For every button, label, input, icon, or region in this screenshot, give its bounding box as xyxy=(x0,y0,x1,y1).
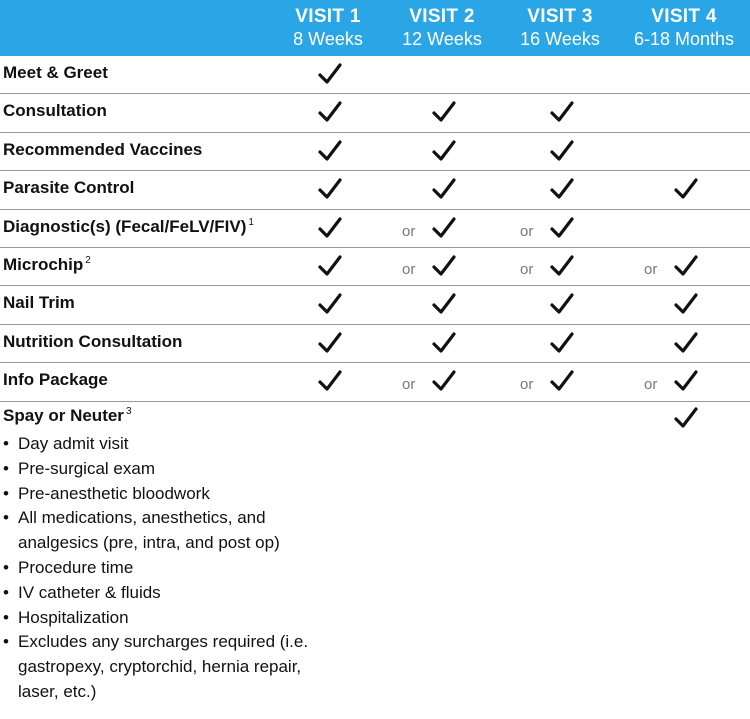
list-item: • Pre-surgical exam xyxy=(0,457,318,482)
visit-1-cell xyxy=(268,100,388,126)
list-item: • Day admit visit xyxy=(0,432,318,457)
visit-3-cell xyxy=(500,331,620,357)
visit-1-header xyxy=(268,6,388,50)
checkmark-icon xyxy=(318,100,342,124)
visit-1-title: VISIT 1 xyxy=(295,6,361,27)
visit-2-cell xyxy=(382,62,502,88)
row-label xyxy=(3,370,108,390)
or-label: or xyxy=(644,261,658,278)
row-label xyxy=(3,63,108,83)
visit-4-header xyxy=(624,6,744,50)
row-label-text: Parasite Control xyxy=(3,178,135,198)
row-label-text: Info Package xyxy=(3,370,108,390)
visit-2-cell xyxy=(382,254,502,280)
row-label-text: Recommended Vaccines xyxy=(3,139,203,159)
checkmark-icon xyxy=(432,139,456,163)
checkmark-icon xyxy=(318,331,342,355)
or-label: or xyxy=(402,222,416,240)
visit-3-cell xyxy=(500,139,620,165)
visit-4-cell xyxy=(624,254,744,280)
checkmark-icon xyxy=(550,139,574,163)
table-row xyxy=(0,94,750,132)
visit-1-subtitle: 8 Weeks xyxy=(293,29,363,49)
or-label: or xyxy=(402,376,416,394)
row-label xyxy=(3,217,254,237)
list-item: • Hospitalization xyxy=(0,606,318,631)
spay-neuter-label xyxy=(3,406,132,426)
checkmark-icon xyxy=(550,331,574,355)
visit-1-cell xyxy=(268,254,388,280)
row-label xyxy=(3,140,202,160)
visit-1-cell xyxy=(268,139,388,165)
visit-3-subtitle: 16 Weeks xyxy=(520,29,600,49)
checkmark-icon xyxy=(432,254,456,278)
checkmark-icon xyxy=(550,177,574,201)
row-label xyxy=(3,293,75,313)
visit-4-cell xyxy=(624,216,744,242)
spay-neuter-inclusions-list xyxy=(0,432,318,705)
visit-4-title: VISIT 4 xyxy=(651,6,717,27)
row-label-text: Nail Trim xyxy=(3,293,75,313)
checkmark-icon xyxy=(318,177,342,201)
checkmark-icon xyxy=(550,216,574,240)
checkmark-icon xyxy=(550,292,574,316)
table-row xyxy=(0,248,750,286)
or-label: or xyxy=(402,261,416,278)
checkmark-icon xyxy=(674,331,698,355)
visit-3-title: VISIT 3 xyxy=(527,6,593,27)
visit-4-cell xyxy=(624,369,744,395)
visit-4-subtitle: 6-18 Months xyxy=(633,29,735,49)
checkmark-icon xyxy=(318,292,342,316)
row-label-text: Consultation xyxy=(3,101,107,121)
checkmark-icon xyxy=(432,292,456,316)
visit-3-cell xyxy=(500,100,620,126)
checkmark-icon xyxy=(550,254,574,278)
table-row xyxy=(0,286,750,324)
row-label xyxy=(3,332,182,352)
table-row xyxy=(0,363,750,401)
row-label xyxy=(3,101,107,121)
row-label xyxy=(3,178,134,198)
checkmark-icon xyxy=(432,100,456,124)
visit-2-subtitle: 12 Weeks xyxy=(402,29,482,49)
table-header xyxy=(0,0,750,56)
list-item: • IV catheter & fluids xyxy=(0,581,318,606)
visit-1-cell xyxy=(268,331,388,357)
table-row xyxy=(0,171,750,209)
visit-2-cell xyxy=(382,100,502,126)
visit-2-cell xyxy=(382,139,502,165)
visit-3-cell xyxy=(500,216,620,242)
checkmark-icon xyxy=(550,369,574,393)
visit-2-title: VISIT 2 xyxy=(409,6,475,27)
visit-3-cell xyxy=(500,177,620,203)
visit-4-cell xyxy=(624,62,744,88)
visit-1-cell xyxy=(268,62,388,88)
checkmark-icon xyxy=(318,62,342,86)
row-label-text: Nutrition Consultation xyxy=(3,331,183,351)
table-row xyxy=(0,210,750,248)
visit-1-cell xyxy=(268,369,388,395)
visit-3-cell xyxy=(500,369,620,395)
row-label-text: Diagnostic(s) (Fecal/FeLV/FIV) xyxy=(3,216,247,236)
checkmark-icon xyxy=(550,100,574,124)
or-label: or xyxy=(520,376,534,394)
row-label xyxy=(3,255,91,275)
visit-4-cell xyxy=(624,292,744,318)
visit-2-header xyxy=(382,6,502,50)
or-label: or xyxy=(520,222,534,240)
visit-4-cell xyxy=(624,177,744,203)
checkmark-icon xyxy=(432,331,456,355)
checkmark-icon xyxy=(318,254,342,278)
visit-1-cell xyxy=(268,216,388,242)
visit-2-cell xyxy=(382,177,502,203)
checkmark-icon xyxy=(432,177,456,201)
table-row xyxy=(0,325,750,363)
visit-4-cell xyxy=(624,331,744,357)
visit-3-cell xyxy=(500,254,620,280)
table-row xyxy=(0,133,750,171)
visit-4-cell xyxy=(624,139,744,165)
table-row xyxy=(0,56,750,94)
visit-1-cell xyxy=(268,177,388,203)
checkmark-icon xyxy=(432,369,456,393)
list-item: • Excludes any surcharges required (i.e. gastropexy, cryptorchid, hernia repair, laser, etc.) xyxy=(0,630,318,704)
visit-2-cell xyxy=(382,331,502,357)
row-label-text: Meet & Greet xyxy=(3,63,108,82)
checkmark-icon xyxy=(674,406,698,430)
checkmark-icon xyxy=(674,292,698,316)
list-item: • All medications, anesthetics, and analgesics (pre, intra, and post op) xyxy=(0,506,318,556)
footnote-marker: 1 xyxy=(248,216,254,228)
checkmark-icon xyxy=(674,254,698,278)
or-label: or xyxy=(644,376,658,394)
row-label-text: Microchip xyxy=(3,255,84,274)
visit-3-cell xyxy=(500,292,620,318)
visit-2-cell xyxy=(382,369,502,395)
checkmark-icon xyxy=(318,216,342,240)
visit-2-cell xyxy=(382,216,502,242)
footnote-marker: 2 xyxy=(85,255,91,267)
visit-3-header xyxy=(500,6,620,50)
visit-2-cell xyxy=(382,292,502,318)
visit-1-cell xyxy=(268,292,388,318)
checkmark-icon xyxy=(674,177,698,201)
checkmark-icon xyxy=(432,216,456,240)
checkmark-icon xyxy=(318,369,342,393)
list-item: • Pre-anesthetic bloodwork xyxy=(0,482,318,507)
spay-neuter-title: Spay or Neuter xyxy=(3,406,124,425)
footnote-marker: 3 xyxy=(125,406,132,418)
or-label: or xyxy=(520,261,534,278)
checkmark-icon xyxy=(318,139,342,163)
checkmark-icon xyxy=(674,369,698,393)
list-item: • Procedure time xyxy=(0,556,318,581)
visit-4-cell xyxy=(624,100,744,126)
visit-3-cell xyxy=(500,62,620,88)
